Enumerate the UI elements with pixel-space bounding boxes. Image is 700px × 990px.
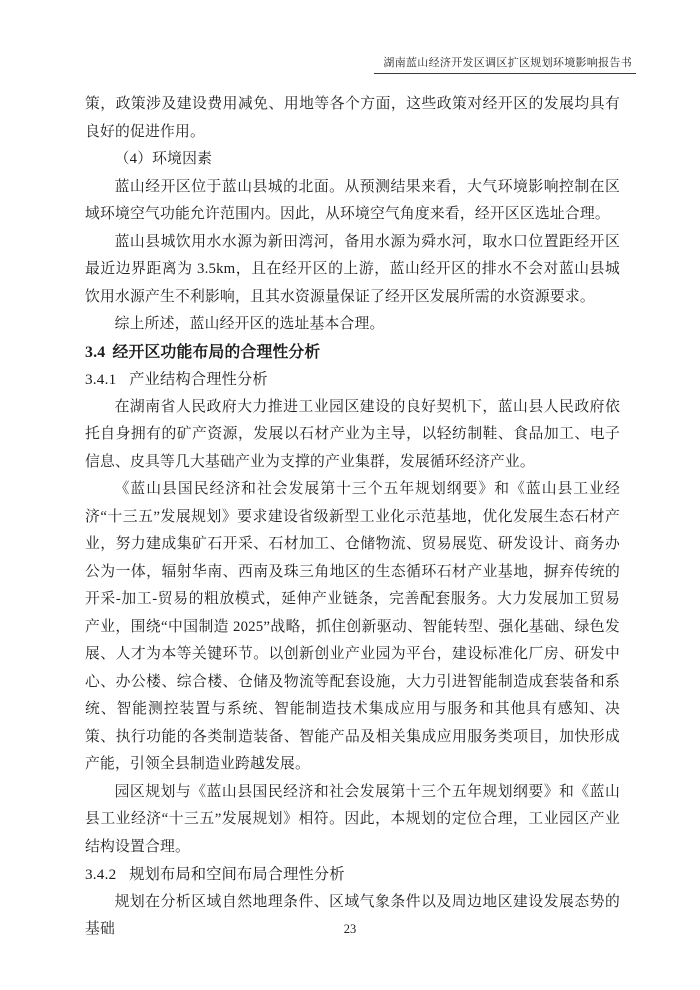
paragraph-policy-continuation: 策，政策涉及建设费用减免、用地等各个方面，这些政策对经开区的发展均具有良好的促进作用。 — [85, 96, 620, 140]
paragraph-five-year-plan: 《蓝山县国民经济和社会发展第十三个五年规划纲要》和《蓝山县工业经济“十三五”发展规划》要求建设省级新型工业化示范基地，优化发展生态石材产业，努力建成集矿石开采、石材加工、仓储物流、贸易展览、研发设计、商务办公为一体，辐射华南、西南及珠三角地区的生态循环石材产业基地，摒弃传统的开采-加工-贸易的粗放模式，延伸产业链条，完善配套服务。大力发展加工贸易产业，围绕“中国制造 2025”战略，抓住创新驱动、智能转型、强化基础、绿色发展、人才为本等关键环节。以创新创业产业园为平台，建设标准化厂房、研发中心、办公楼、综合楼、仓储及物流等配套设施，大力引进智能制造成套装备和系统、智能测控装置与系统、智能制造技术集成应用与服务和其他具有感知、决策、执行功能的各类制造装备、智能产品及相关集成应用服务类项目，加快形成产能，引领全县制造业跨越发展。 — [85, 481, 620, 772]
page-footer — [0, 922, 700, 937]
page-number: 23 — [343, 922, 357, 936]
section-heading-3-4-2 — [85, 861, 620, 889]
paragraph-site-selection-conclusion: 综上所述，蓝山经开区的选址基本合理。 — [114, 316, 385, 332]
paragraph-spatial-layout: 规划在分析区域自然地理条件、区域气象条件以及周边地区建设发展态势的基础 — [85, 893, 620, 937]
section-heading-3-4 — [85, 339, 620, 367]
subsection-number: 3.4.2 — [85, 866, 117, 883]
subsection-title: 产业结构合理性分析 — [129, 371, 268, 388]
paragraph-air-environment: 蓝山经开区位于蓝山县城的北面。从预测结果来看，大气环境影响控制在区域环境空气功能允许范围内。因此，从环境空气角度来看，经开区区选址合理。 — [85, 178, 620, 222]
section-heading-3-4-1 — [85, 366, 620, 394]
section-title: 经开区功能布局的合理性分析 — [112, 343, 321, 361]
list-item-environment-factor: （4）环境因素 — [114, 151, 213, 167]
paragraph-water-source: 蓝山县城饮用水水源为新田湾河，备用水源为舜水河，取水口位置距经开区最近边界距离为 3.5km，且在经开区的上游，蓝山经开区的排水不会对蓝山县城饮用水源产生不利影响，且其水资源量保证了经开区发展所需的水资源要求。 — [85, 233, 620, 305]
section-number: 3.4 — [85, 343, 106, 361]
subsection-number: 3.4.1 — [85, 371, 117, 388]
subsection-title: 规划布局和空间布局合理性分析 — [129, 866, 345, 883]
paragraph-plan-conformity: 园区规划与《蓝山县国民经济和社会发展第十三个五年规划纲要》和《蓝山县工业经济“十三五”发展规划》相符。因此，本规划的定位合理，工业园区产业结构设置合理。 — [85, 783, 620, 855]
report-title-header: 湖南蓝山经济开发区调区扩区规划环境影响报告书 — [374, 56, 636, 74]
paragraph-industry-structure: 在湖南省人民政府大力推进工业园区建设的良好契机下，蓝山县人民政府依托自身拥有的矿产资源，发展以石材产业为主导，以轻纺制鞋、食品加工、电子信息、皮具等几大基础产业为支撑的产业集群，发展循环经济产业。 — [85, 398, 620, 470]
document-body — [85, 91, 620, 944]
page-header — [374, 56, 636, 74]
